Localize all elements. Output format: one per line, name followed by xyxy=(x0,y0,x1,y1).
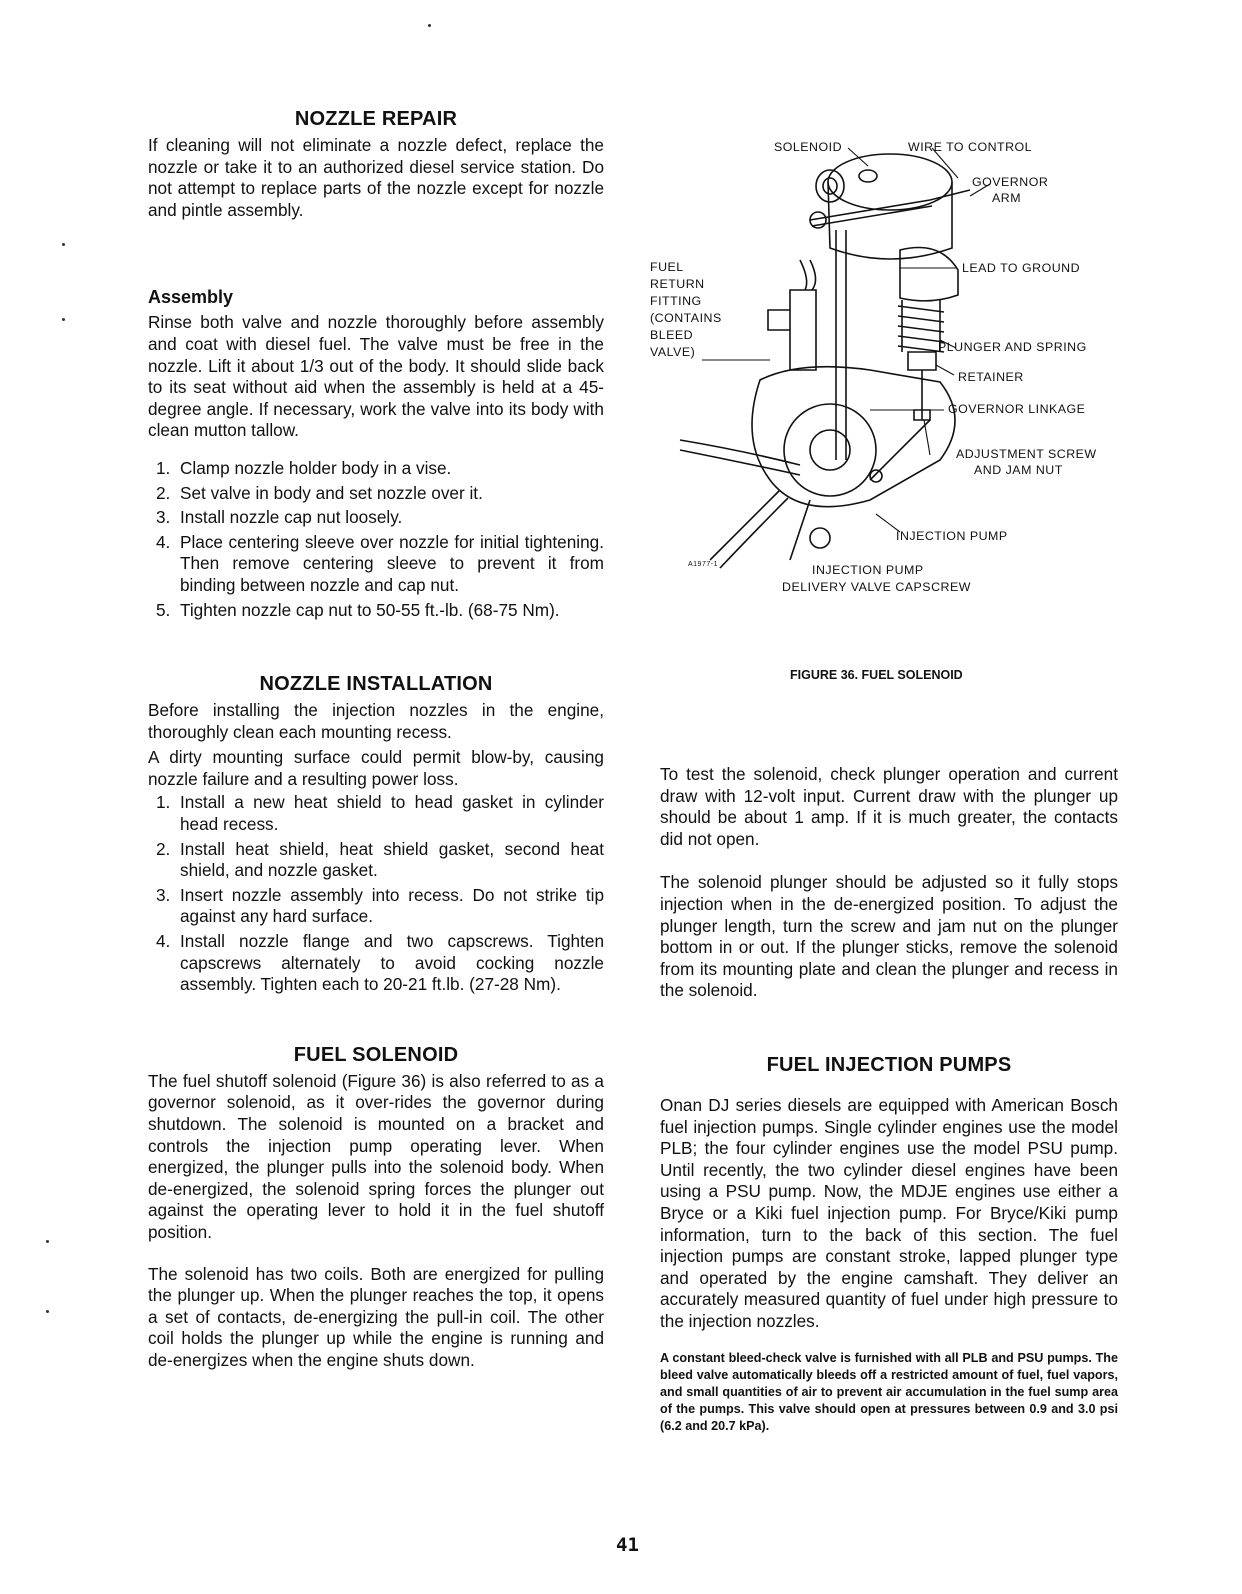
label-fitting: FITTING xyxy=(650,294,702,308)
right-column xyxy=(660,764,1118,1435)
fuel-injection-pumps-heading: FUEL INJECTION PUMPS xyxy=(766,1053,1012,1076)
figure-drawing xyxy=(680,154,970,568)
assembly-heading: Assembly xyxy=(148,287,234,308)
list-item xyxy=(148,507,604,529)
list-item-number: 1. xyxy=(156,457,171,478)
list-item-number: 2. xyxy=(156,482,171,503)
nozzle-installation-heading: NOZZLE INSTALLATION xyxy=(259,673,493,696)
list-item-text: Install nozzle flange and two capscrews. Tighten capscrews alternately to avoid cocking nozzle assembly. Tighten each to 20-21 ft.lb. (27-28 Nm). xyxy=(180,931,604,995)
fuel-solenoid-p2: The solenoid has two coils. Both are energized for pulling the plunger up. When the plunger reaches the top, it opens a set of contacts, de-energizing the pull-in coil. The other coil holds the plunger up while the engine is running and de-energizes when the engine shuts down. xyxy=(148,1263,604,1370)
label-governor-linkage: GOVERNOR LINKAGE xyxy=(948,402,1086,416)
assembly-section xyxy=(148,287,604,621)
figure-labels xyxy=(650,140,1097,594)
list-item-number: 2. xyxy=(156,838,171,859)
label-delivery-1: INJECTION PUMP xyxy=(812,563,924,577)
label-contains: (CONTAINS xyxy=(650,311,722,325)
list-item xyxy=(148,532,604,597)
nozzle-installation-p2: A dirty mounting surface could permit blow-by, causing nozzle failure and a resulting power loss. xyxy=(148,747,604,789)
list-item xyxy=(148,792,604,835)
scan-speck xyxy=(62,318,65,321)
list-item-text: Install a new heat shield to head gasket in cylinder head recess. xyxy=(180,792,604,835)
label-delivery-2: DELIVERY VALVE CAPSCREW xyxy=(782,580,971,594)
list-item xyxy=(148,483,604,505)
assembly-text: Rinse both valve and nozzle thoroughly before assembly and coat with diesel fuel. The valve must be free in the nozzle. Lift it about 1/3 out of the body. It should slide back to its seat without aid when the assembly is held at a 45-degree angle. If necessary, work the valve into its body with clean mutton tallow. xyxy=(148,312,604,441)
fuel-solenoid-figure xyxy=(640,120,1110,600)
list-item-number: 1. xyxy=(156,792,171,813)
label-solenoid: SOLENOID xyxy=(774,140,843,154)
list-item-number: 3. xyxy=(156,884,171,905)
nozzle-installation-p1: Before installing the injection nozzles in the engine, thoroughly clean each mounting recess. xyxy=(148,700,604,742)
list-item-text: Tighten nozzle cap nut to 50-55 ft.-lb. (68-75 Nm). xyxy=(180,599,560,620)
label-injection-pump: INJECTION PUMP xyxy=(896,529,1008,543)
list-item-text: Clamp nozzle holder body in a vise. xyxy=(180,457,452,478)
fuel-solenoid-section xyxy=(148,1044,604,1372)
fuel-injection-pumps-p1: Onan DJ series diesels are equipped with American Bosch fuel injection pumps. Single cylinder engines use the model PLB; the four cylinder engines use the model PSU pump. Until recently, the two cylinder diesel engines have been using a PSU pump. Now, the MDJE engines use either a Bryce or a Kiki fuel injection pump. For Bryce/Kiki pump information, turn to the back of this section. The fuel injection pumps are constant stroke, lapped plunger type and operated by the engine camshaft. They deliver an accurately measured quantity of fuel under high pressure to the injection nozzles. xyxy=(660,1094,1118,1331)
assembly-steps-list xyxy=(148,458,604,621)
scan-speck xyxy=(46,1240,49,1243)
figure-caption: FIGURE 36. FUEL SOLENOID xyxy=(790,668,963,682)
list-item xyxy=(148,458,604,480)
scan-speck xyxy=(46,1310,49,1313)
nozzle-repair-text: If cleaning will not eliminate a nozzle defect, replace the nozzle or take it to an authorized diesel service station. Do not attempt to replace parts of the nozzle except for nozzle and pintle assembly. xyxy=(148,135,604,220)
scan-speck xyxy=(62,243,65,246)
label-plunger-and-spring: PLUNGER AND SPRING xyxy=(938,340,1087,354)
nozzle-installation-section xyxy=(148,673,604,996)
fuel-solenoid-heading: FUEL SOLENOID xyxy=(293,1043,459,1066)
list-item xyxy=(148,931,604,996)
label-valve: VALVE) xyxy=(650,345,696,359)
label-wire-to-control: WIRE TO CONTROL xyxy=(908,140,1033,154)
scan-speck xyxy=(428,24,431,27)
label-return: RETURN xyxy=(650,277,705,291)
bleed-valve-note: A constant bleed-check valve is furnished with all PLB and PSU pumps. The bleed valve automatically bleeds off a restricted amount of fuel, fuel vapors, and small quantities of air to prevent air accumulation in the fuel sump area of the pumps. This valve should open at pressures between 0.9 and 3.0 psi (6.2 and 20.7 kPa). xyxy=(660,1351,1118,1434)
list-item-number: 5. xyxy=(156,599,171,620)
list-item-number: 3. xyxy=(156,507,171,528)
label-retainer: RETAINER xyxy=(958,370,1024,384)
list-item xyxy=(148,600,604,622)
list-item xyxy=(148,885,604,928)
solenoid-test-p1: To test the solenoid, check plunger operation and current draw with 12-volt input. Current draw with the plunger up should be about 1 amp. If it is much greater, the contacts did not open. xyxy=(660,764,1118,849)
list-item-text: Install heat shield, heat shield gasket, second heat shield, and nozzle gasket. xyxy=(180,838,604,881)
solenoid-test-p2: The solenoid plunger should be adjusted so it fully stops injection when in the de-energized position. To adjust the plunger length, turn the screw and jam nut on the plunger bottom in or out. If the plunger sticks, remove the solenoid from its mounting plate and clean the plunger and recess in the solenoid. xyxy=(660,872,1118,1001)
label-fuel: FUEL xyxy=(650,260,684,274)
list-item-number: 4. xyxy=(156,931,171,952)
list-item-text: Install nozzle cap nut loosely. xyxy=(180,507,403,528)
install-steps-list xyxy=(148,792,604,995)
list-item-number: 4. xyxy=(156,531,171,552)
label-figure-code: A1977-1 xyxy=(688,561,718,568)
nozzle-repair-section xyxy=(148,108,604,221)
fuel-solenoid-p1: The fuel shutoff solenoid (Figure 36) is also referred to as a governor solenoid, as it over-rides the governor during shutdown. The solenoid is mounted on a bracket and controls the injection pump operating lever. When energized, the plunger pulls into the solenoid body. When de-energized, the solenoid spring forces the plunger out against the operating lever to hold it in the fuel shutoff position. xyxy=(148,1070,604,1242)
solenoid-test-section xyxy=(660,764,1118,1002)
list-item xyxy=(148,839,604,882)
label-arm: ARM xyxy=(992,191,1022,205)
nozzle-repair-heading: NOZZLE REPAIR xyxy=(294,108,458,130)
list-item-text: Insert nozzle assembly into recess. Do not strike tip against any hard surface. xyxy=(180,884,604,927)
page-number: 41 xyxy=(616,1534,639,1556)
label-jam-nut: AND JAM NUT xyxy=(974,463,1063,477)
label-adjustment-screw: ADJUSTMENT SCREW xyxy=(956,447,1097,461)
list-item-text: Place centering sleeve over nozzle for initial tightening. Then remove centering sleeve to prevent it from binding between nozzle and cap nut. xyxy=(180,531,604,595)
list-item-text: Set valve in body and set nozzle over it. xyxy=(180,482,483,503)
label-governor: GOVERNOR xyxy=(972,175,1049,189)
label-lead-to-ground: LEAD TO GROUND xyxy=(962,261,1081,275)
fuel-injection-pumps-section xyxy=(660,1054,1118,1436)
label-bleed: BLEED xyxy=(650,328,694,342)
left-column xyxy=(148,108,604,1372)
